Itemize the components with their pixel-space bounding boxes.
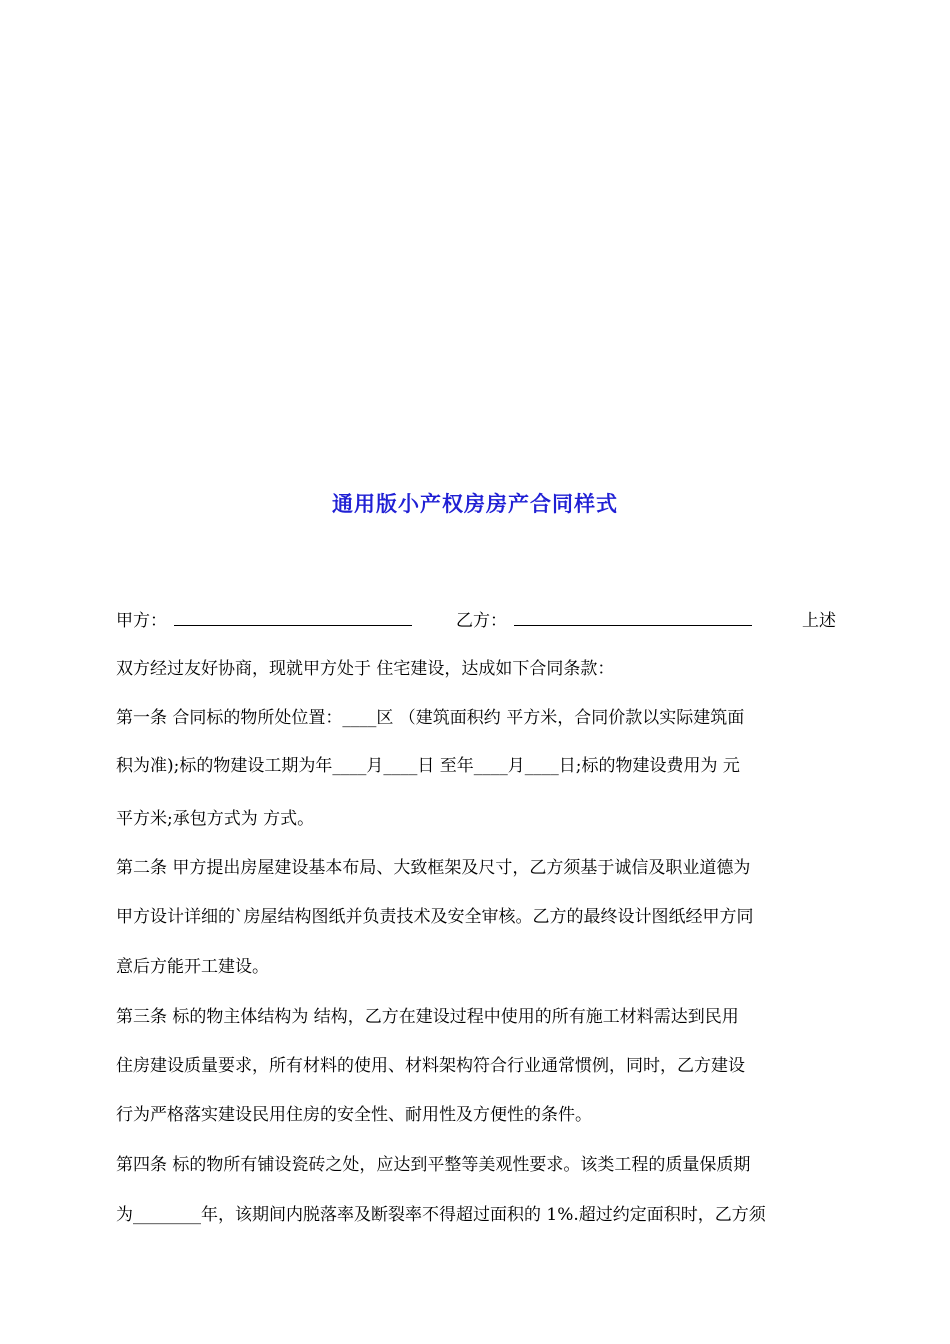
body-line: 意后方能开工建设。 — [116, 957, 269, 977]
body-line: 行为严格落实建设民用住房的安全性、耐用性及方便性的条件。 — [116, 1105, 592, 1125]
body-line: 第一条 合同标的物所处位置：____区 （建筑面积约 平方米，合同价款以实际建筑面 — [116, 708, 745, 728]
page-title: 通用版小产权房房产合同样式 — [332, 492, 618, 516]
body-line: 平方米;承包方式为 方式。 — [116, 809, 315, 829]
party-b-label: 乙方： — [456, 611, 507, 631]
party-a-label: 甲方： — [116, 611, 167, 631]
body-line: 为________年，该期间内脱落率及断裂率不得超过面积的 1%.超过约定面积时，乙方须 — [116, 1205, 766, 1225]
body-line: 双方经过友好协商，现就甲方处于 住宅建设，达成如下合同条款： — [116, 659, 615, 679]
body-line: 第四条 标的物所有铺设瓷砖之处，应达到平整等美观性要求。该类工程的质量保质期 — [116, 1155, 751, 1175]
party-line — [116, 608, 836, 633]
body-line: 第三条 标的物主体结构为 结构，乙方在建设过程中使用的所有施工材料需达到民用 — [116, 1007, 739, 1027]
body-line: 第二条 甲方提出房屋建设基本布局、大致框架及尺寸，乙方须基于诚信及职业道德为 — [116, 858, 751, 878]
party-a-blank — [174, 608, 412, 626]
body-line: 甲方设计详细的`房屋结构图纸并负责技术及安全审核。乙方的最终设计图纸经甲方同 — [116, 907, 754, 927]
party-b-blank — [514, 608, 752, 626]
body-line: 积为准);标的物建设工期为年____月____日 至年____月____日;标的物建设费用为 元 — [116, 756, 740, 776]
party-line-tail: 上述 — [802, 611, 836, 631]
body-line: 住房建设质量要求，所有材料的使用、材料架构符合行业通常惯例，同时，乙方建设 — [116, 1056, 745, 1076]
